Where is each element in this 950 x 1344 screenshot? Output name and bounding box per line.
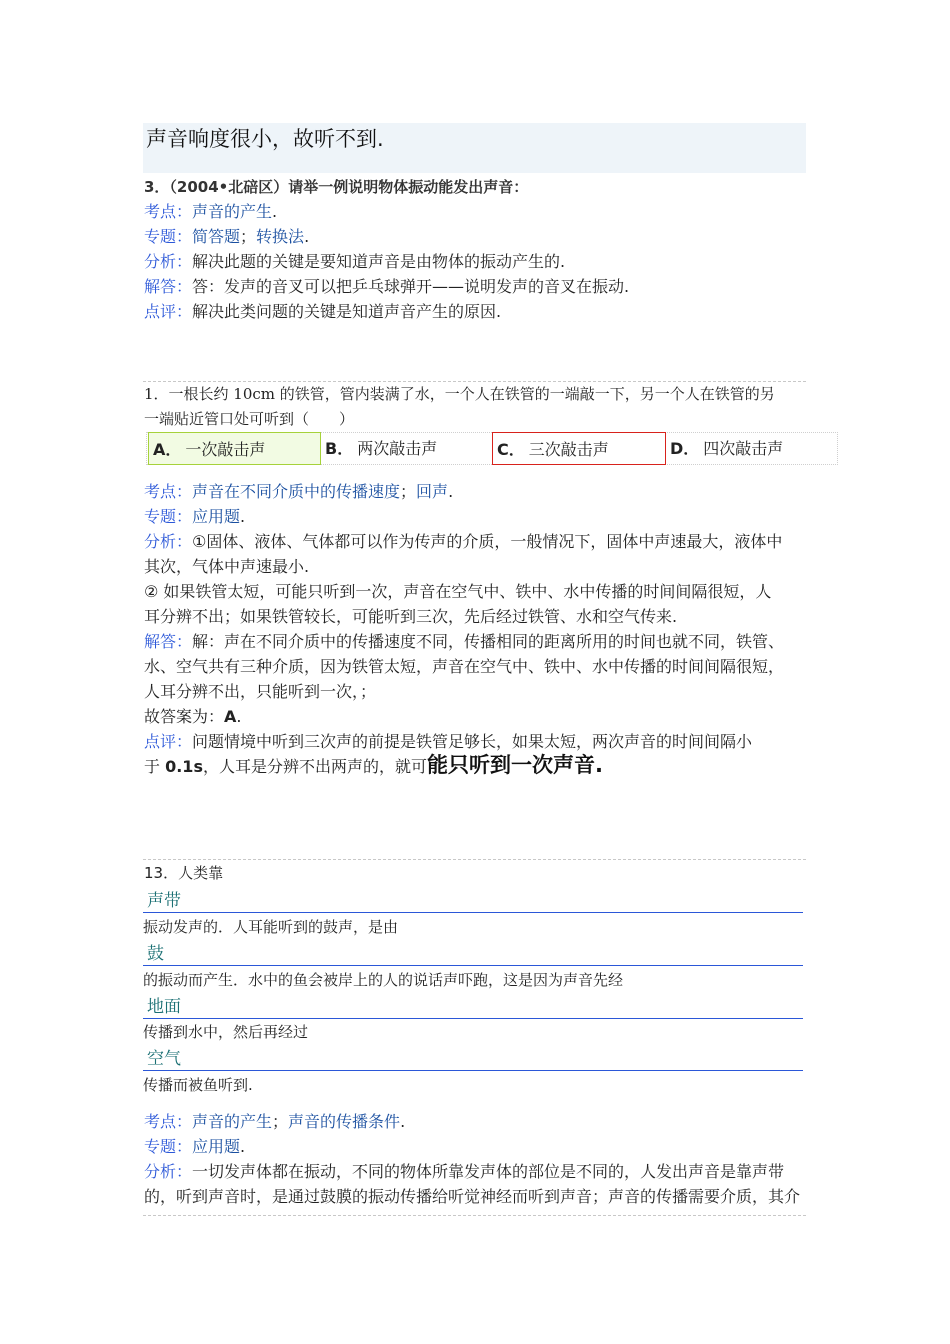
dianping-text: 问题情境中听到三次声的前提是铁管足够长，如果太短，两次声音的时间间隔小: [192, 732, 753, 751]
option-c[interactable]: [492, 432, 666, 465]
q13-segment: 传播而被鱼听到.: [143, 1076, 253, 1094]
zhuanti-label: 专题：: [144, 227, 193, 246]
q13-title: 13．人类靠: [144, 864, 224, 882]
option-text: 一次敲击声: [185, 440, 266, 459]
option-letter: C．: [497, 440, 525, 459]
kaodian-link[interactable]: 声音的传播条件: [288, 1112, 401, 1131]
fenxi-label: 分析：: [144, 252, 193, 271]
q1-jieda-line2: 水、空气共有三种介质，因为铁管太短，声音在空气中、铁中、水中传播的时间间隔很短，: [144, 657, 785, 676]
q13-segment: 传播到水中，然后再经过: [143, 1023, 309, 1041]
option-letter: A．: [153, 440, 182, 459]
dianping-big-text: 能只听到一次声音.: [426, 753, 603, 777]
q3-dianping: [144, 299, 501, 324]
kaodian-link[interactable]: 声音的产生: [192, 202, 273, 221]
q1-fenxi-line4: 耳分辨不出；如果铁管较长，可能听到三次，先后经过铁管、水和空气传来.: [144, 607, 678, 626]
fill-answer: 地面: [147, 997, 181, 1017]
option-text: 四次敲击声: [703, 439, 784, 458]
q1-stem-line1: 1．一根长约 10cm 的铁管，管内装满了水，一个人在铁管的一端敲一下，另一个人在铁管的另: [144, 385, 775, 403]
zhuanti-link[interactable]: 简答题: [192, 227, 241, 246]
kaodian-label: 考点：: [144, 482, 193, 501]
q1-dianping-line2: [144, 751, 603, 781]
fenxi-label: 分析：: [144, 1162, 193, 1181]
kaodian-label: 考点：: [144, 1112, 193, 1131]
q1-fenxi-line3: ② 如果铁管太短，可能只听到一次，声音在空气中、铁中、水中传播的时间间隔很短，人: [144, 582, 772, 601]
kaodian-link[interactable]: 声音的产生: [192, 1112, 273, 1131]
fenxi-text: 解决此题的关键是要知道声音是由物体的振动产生的.: [192, 252, 566, 271]
answer-prefix: 故答案为：: [144, 707, 225, 726]
option-b[interactable]: [321, 432, 492, 465]
zhuanti-link[interactable]: 应用题: [192, 507, 241, 526]
option-letter: B．: [325, 439, 354, 458]
fill-answer: 空气: [147, 1049, 181, 1069]
q13-fenxi-line1: [144, 1159, 784, 1184]
q3-fenxi: [144, 249, 565, 274]
dianping-text: 于: [144, 757, 166, 776]
q1-fenxi-line1: [144, 529, 782, 554]
section-divider: [143, 1215, 806, 1216]
fenxi-text: ①固体、液体、气体都可以作为传声的介质，一般情况下，固体中声速最大，液体中: [192, 532, 783, 551]
q13-fenxi-line2: 的，听到声音时，是通过鼓膜的振动传播给听觉神经而听到声音；声音的传播需要介质，其介: [144, 1187, 801, 1206]
fill-answer: 声带: [147, 891, 181, 911]
q1-stem-line2: 一端贴近管口处可听到（ ）: [144, 410, 355, 428]
dianping-label: 点评：: [144, 732, 193, 751]
top-answer-text: 声音响度很小，故听不到.: [146, 127, 384, 151]
q13-zhuanti: 专题：应用题.: [144, 1137, 246, 1156]
dianping-value: 0.1s: [165, 757, 203, 776]
jieda-text: 解：声在不同介质中的传播速度不同，传播相同的距离所用的时间也就不同，铁管、: [192, 632, 785, 651]
q1-answer: 故答案为：A.: [144, 707, 242, 726]
kaodian-link[interactable]: 回声: [416, 482, 449, 501]
fill-answer: 鼓: [147, 944, 164, 964]
kaodian-link[interactable]: 声音在不同介质中的传播速度: [192, 482, 401, 501]
fenxi-label: 分析：: [144, 532, 193, 551]
dianping-text: 解决此类问题的关键是知道声音产生的原因.: [192, 302, 502, 321]
q1-zhuanti: 专题：应用题.: [144, 507, 246, 526]
kaodian-label: 考点：: [144, 202, 193, 221]
q3-kaodian: 考点：声音的产生.: [144, 202, 278, 221]
zhuanti-label: 专题：: [144, 507, 193, 526]
fill-underline: [143, 912, 803, 913]
jieda-label: 解答：: [144, 277, 193, 296]
option-a[interactable]: [148, 432, 321, 465]
q13-segment: 振动发声的．人耳能听到的鼓声，是由: [143, 918, 399, 936]
option-d[interactable]: [666, 432, 836, 465]
option-text: 三次敲击声: [528, 440, 609, 459]
q3-jieda: [144, 274, 629, 299]
q1-jieda-line1: [144, 629, 784, 654]
q13-kaodian: 考点：声音的产生；声音的传播条件.: [144, 1112, 406, 1131]
jieda-label: 解答：: [144, 632, 193, 651]
q3-title: 3．（2004•北碚区）请举一例说明物体振动能发出声音：: [144, 178, 529, 196]
fill-underline: [143, 965, 803, 966]
q1-jieda-line3: 人耳分辨不出，只能听到一次，；: [144, 682, 377, 701]
section-divider: [143, 859, 806, 860]
jieda-text: 答：发声的音叉可以把乒乓球弹开——说明发声的音叉在振动.: [192, 277, 630, 296]
q13-segment: 的振动而产生．水中的鱼会被岸上的人的说话声吓跑，这是因为声音先经: [143, 971, 624, 989]
fenxi-text: 一切发声体都在振动，不同的物体所靠发声体的部位是不同的，人发出声音是靠声带: [192, 1162, 785, 1181]
fill-underline: [143, 1018, 803, 1019]
zhuanti-link[interactable]: 应用题: [192, 1137, 241, 1156]
dianping-label: 点评：: [144, 302, 193, 321]
q1-fenxi-line2: 其次，气体中声速最小.: [144, 557, 310, 576]
zhuanti-label: 专题：: [144, 1137, 193, 1156]
zhuanti-link[interactable]: 转换法: [256, 227, 305, 246]
q3-zhuanti: 专题：简答题；转换法.: [144, 227, 310, 246]
fill-underline: [143, 1070, 803, 1071]
dianping-text: ，人耳是分辨不出两声的，就可: [202, 757, 427, 776]
q1-kaodian: 考点：声音在不同介质中的传播速度；回声.: [144, 482, 454, 501]
option-letter: D．: [670, 439, 700, 458]
answer-value: A: [224, 707, 237, 726]
option-text: 两次敲击声: [357, 439, 438, 458]
